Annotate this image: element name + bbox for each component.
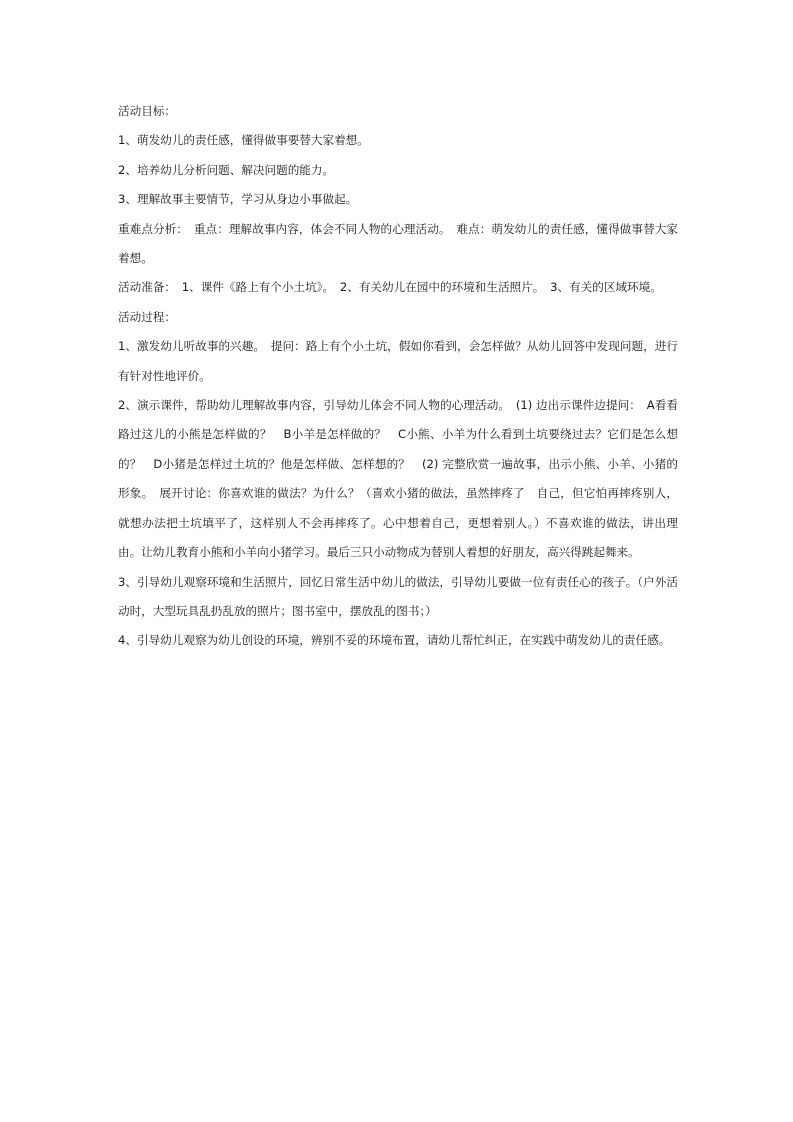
document-body — [118, 97, 678, 656]
process-step-2: 2、演示课件，帮助幼儿理解故事内容，引导幼儿体会不同人物的心理活动。 (1) 边出示课件边提问： A看看路过这儿的小熊是怎样做的？ B小羊是怎样做的？ C小熊、小羊为什么看到土坑要绕过去？它们是怎么想的？ D小猪是怎样过土坑的？他是怎样做、怎样想的？ (2) 完整欣赏一遍故事，出示小熊、小羊、小猪的形象。 展开讨论：你喜欢谁的做法？为什么？（喜欢小猪的做法，虽然摔疼了 自己，但它怕再摔疼别人，就想办法把土坑填平了，这样别人不会再摔疼了。心中想着自己，更想着别人。）不喜欢谁的做法，讲出理由。让幼儿教育小熊和小羊向小猪学习。最后三只小动物成为替别人着想的好朋友，高兴得跳起舞来。 — [118, 398, 678, 560]
goal-item-2: 2、培养幼儿分析问题、解决问题的能力。 — [118, 162, 335, 177]
goal-item-3: 3、理解故事主要情节，学习从身边小事做起。 — [118, 192, 358, 207]
section-heading-process: 活动过程： — [118, 309, 176, 324]
goal-item-1: 1、萌发幼儿的责任感，懂得做事要替大家着想。 — [118, 133, 369, 148]
process-step-4: 4、引导幼儿观察为幼儿创设的环境，辨别不妥的环境布置，请幼儿帮忙纠正，在实践中萌发幼儿的责任感。 — [118, 633, 671, 648]
preparation-paragraph: 活动准备： 1、课件《路上有个小土坑》。 2、有关幼儿在园中的环境和生活照片。 3、有关的区域环境。 — [118, 280, 662, 295]
process-step-3: 3、引导幼儿观察环境和生活照片，回忆日常生活中幼儿的做法，引导幼儿要做一位有责任心的孩子。（户外活动时，大型玩具乱扔乱放的照片；图书室中，摆放乱的图书；） — [118, 574, 678, 618]
process-step-1: 1、激发幼儿听故事的兴趣。 提问：路上有个小土坑，假如你看到，会怎样做？从幼儿回答中发现问题，进行有针对性地评价。 — [118, 339, 678, 383]
section-heading-goals: 活动目标： — [118, 104, 176, 118]
key-points-paragraph: 重难点分析： 重点：理解故事内容，体会不同人物的心理活动。 难点：萌发幼儿的责任感，懂得做事替大家着想。 — [118, 221, 678, 266]
